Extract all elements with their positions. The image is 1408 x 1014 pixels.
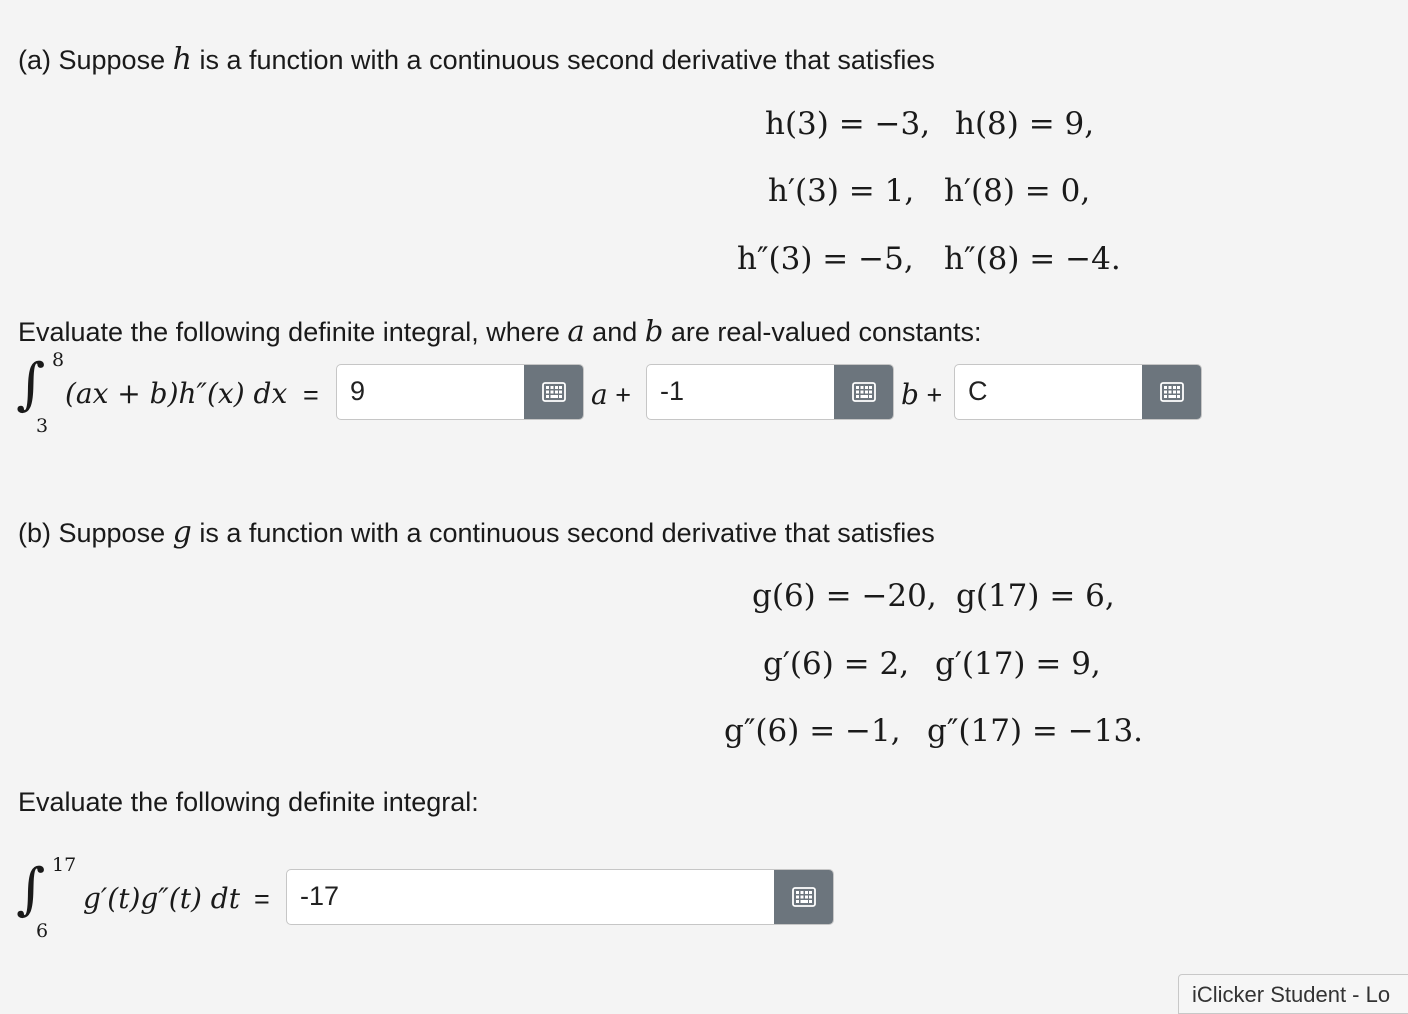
upper-limit: 8: [52, 349, 65, 371]
condition-hp3: h′(3) = 1,: [768, 173, 915, 209]
answer-value: -17: [300, 881, 340, 911]
term-a-var: a: [591, 378, 608, 411]
part-b-intro-prefix: (b) Suppose: [18, 518, 166, 548]
keypad-icon: [792, 887, 816, 907]
term-a-plus: [591, 378, 631, 411]
condition-g6: g(6) = −20,: [752, 578, 937, 614]
part-a-func-name: h: [172, 42, 192, 77]
condition-gpp17: g″(17) = −13.: [927, 713, 1144, 749]
part-a-prompt-start: Evaluate the following definite integral, where: [18, 317, 560, 347]
part-a-intro-suffix: is a function with a continuous second derivative that satisfies: [199, 45, 935, 75]
answer-value: C: [968, 376, 988, 406]
condition-row-6: [724, 713, 1143, 749]
condition-g17: g(17) = 6,: [956, 578, 1115, 614]
keypad-icon: [852, 382, 876, 402]
part-b-intro: [18, 515, 935, 550]
keypad-icon: [542, 382, 566, 402]
iclicker-tab[interactable]: iClicker Student - Lo: [1178, 974, 1408, 1014]
answer-field-constant[interactable]: [954, 364, 1202, 420]
condition-gp6: g′(6) = 2,: [763, 646, 910, 682]
part-a-intro-prefix: (a) Suppose: [18, 45, 166, 75]
condition-row-2: [768, 173, 1090, 209]
part-a-intro: [18, 42, 935, 77]
answer-field-b-coefficient[interactable]: [646, 364, 894, 420]
prompt-and: and: [592, 317, 638, 347]
integrand-a: (ax + b)h″(x) dx: [65, 377, 288, 410]
plus-sign-1: +: [615, 380, 631, 410]
part-b-func-name: g: [172, 515, 192, 550]
keypad-button[interactable]: [524, 365, 583, 419]
condition-hpp8: h″(8) = −4.: [944, 241, 1121, 277]
condition-row-3: [737, 241, 1121, 277]
term-b-plus: [901, 378, 942, 411]
lower-limit: 6: [36, 920, 49, 942]
condition-row-4: [752, 578, 1115, 614]
condition-hp8: h′(8) = 0,: [944, 173, 1091, 209]
answer-field-a-coefficient[interactable]: [336, 364, 584, 420]
keypad-button[interactable]: [774, 870, 833, 924]
condition-h3: h(3) = −3,: [765, 106, 931, 142]
plus-sign-2: +: [926, 380, 943, 410]
condition-h8: h(8) = 9,: [955, 106, 1095, 142]
part-b-intro-suffix: is a function with a continuous second derivative that satisfies: [199, 518, 935, 548]
condition-gp17: g′(17) = 9,: [935, 646, 1101, 682]
condition-hpp3: h″(3) = −5,: [737, 241, 914, 277]
prompt-var-b: b: [644, 314, 664, 348]
answer-value: 9: [350, 376, 366, 406]
keypad-button[interactable]: [1142, 365, 1201, 419]
keypad-icon: [1160, 382, 1184, 402]
condition-row-5: [763, 646, 1101, 682]
integral-sign: ∫: [16, 857, 46, 922]
integrand-b: g′(t)g″(t) dt: [83, 882, 240, 915]
answer-value: -1: [660, 376, 685, 406]
equals-sign: =: [254, 884, 270, 914]
integral-sign: ∫: [16, 352, 46, 417]
condition-row-1: [765, 106, 1094, 142]
keypad-button[interactable]: [834, 365, 893, 419]
answer-field-part-b[interactable]: [286, 869, 834, 925]
part-b-prompt: Evaluate the following definite integral:: [18, 787, 479, 817]
upper-limit: 17: [52, 854, 77, 876]
term-b-var: b: [901, 378, 919, 411]
part-a-prompt-end: are real-valued constants:: [670, 317, 982, 347]
equals-sign: =: [303, 380, 319, 410]
part-a-prompt: [18, 314, 982, 348]
condition-gpp6: g″(6) = −1,: [724, 713, 901, 749]
prompt-var-a: a: [567, 314, 585, 348]
lower-limit: 3: [36, 415, 49, 437]
